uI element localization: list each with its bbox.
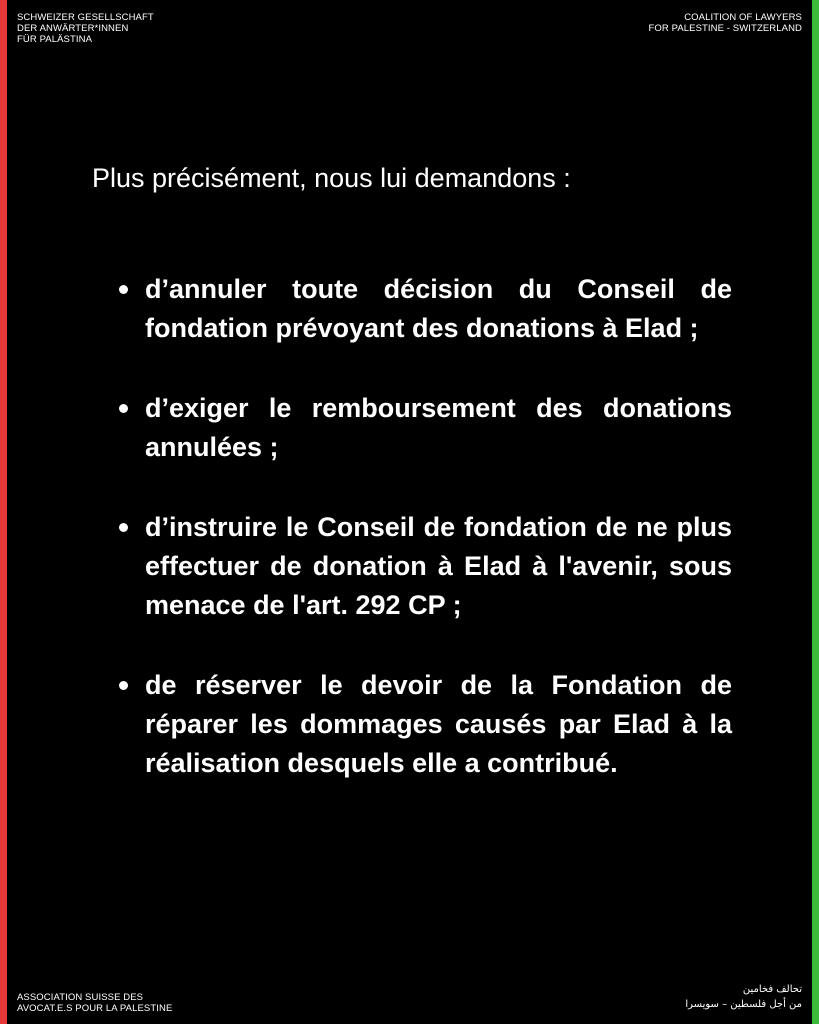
bullet-dot-icon bbox=[119, 523, 128, 532]
demand-item bbox=[118, 270, 732, 348]
header-left-line: DER ANWÄRTER*INNEN bbox=[17, 23, 129, 34]
header-right-org bbox=[649, 12, 803, 34]
demand-text: d’exiger le remboursement des donations annulées ; bbox=[145, 393, 732, 462]
left-red-edge bbox=[0, 0, 7, 1024]
header-right-line: FOR PALESTINE - SWITZERLAND bbox=[648, 23, 802, 34]
footer-right-org-arabic bbox=[685, 982, 802, 1012]
demand-text: d’annuler toute décision du Conseil de fondation prévoyant des donations à Elad ; bbox=[145, 274, 732, 343]
header-left-line: FÜR PALÄSTINA bbox=[17, 34, 93, 45]
header-left-line: SCHWEIZER GESELLSCHAFT bbox=[17, 12, 154, 23]
footer-right-line: من أجل فلسطين – سويسرا bbox=[685, 999, 802, 1010]
bullet-dot-icon bbox=[119, 404, 128, 413]
demand-item bbox=[118, 666, 732, 783]
demand-item bbox=[118, 508, 732, 625]
footer-left-line: ASSOCIATION SUISSE DES bbox=[17, 992, 144, 1003]
header-left-org bbox=[17, 12, 154, 45]
intro-text: Plus précisément, nous lui demandons : bbox=[92, 163, 571, 193]
demand-item bbox=[118, 389, 732, 467]
bullet-dot-icon bbox=[119, 681, 128, 690]
footer-right-line: تحالف فخامين bbox=[742, 984, 802, 995]
bullet-dot-icon bbox=[119, 285, 128, 294]
demand-text: de réserver le devoir de la Fondation de réparer les dommages causés par Elad à la réalisation desquels elle a contribué. bbox=[145, 670, 732, 778]
footer-left-line: AVOCAT.E.S POUR LA PALESTINE bbox=[17, 1003, 173, 1014]
footer-left-org bbox=[17, 992, 172, 1014]
right-green-edge bbox=[812, 0, 819, 1024]
header-right-line: COALITION OF LAWYERS bbox=[684, 12, 802, 23]
demand-text: d’instruire le Conseil de fondation de ne plus effectuer de donation à Elad à l'avenir, sous menace de l'art. 292 CP ; bbox=[145, 512, 732, 620]
demands-list bbox=[118, 270, 732, 824]
